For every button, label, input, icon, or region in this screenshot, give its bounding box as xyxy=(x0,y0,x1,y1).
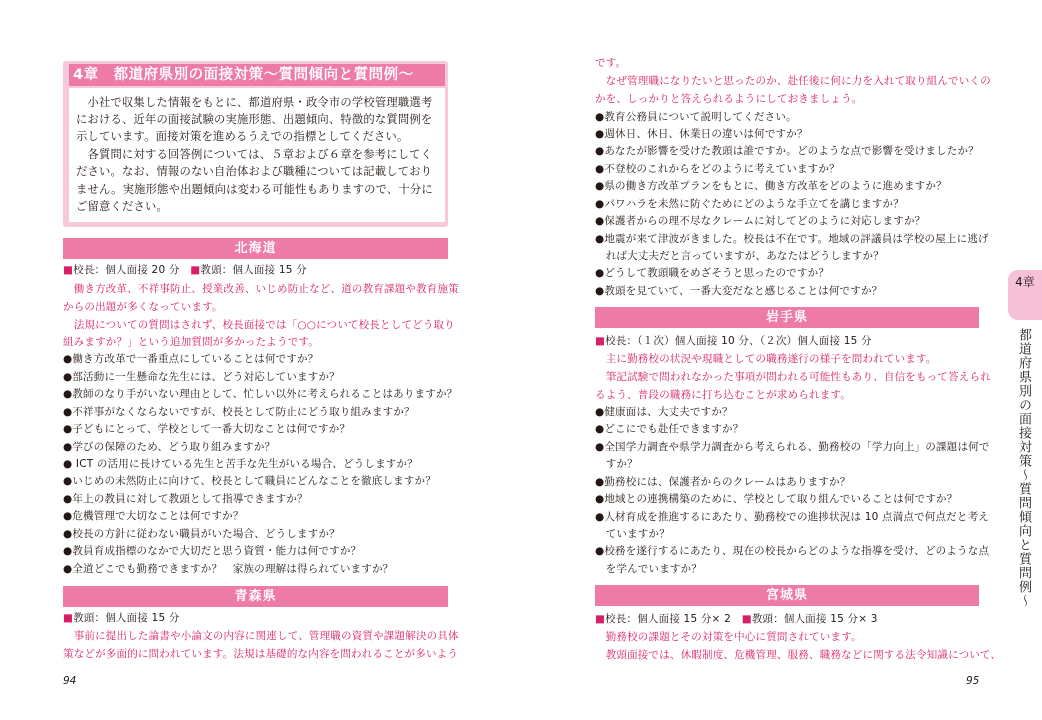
question-item: すか？ xyxy=(595,458,638,470)
trend-text: からの出題が多くなっています。 xyxy=(63,301,223,313)
question-item: ●教頭を見ていて、一番大変だなと感じることは何ですか？ xyxy=(595,285,883,297)
question-item: ●どうして教頭職をめざそうと思ったのですか？ xyxy=(595,267,830,279)
chapter-tab-label: 4章 xyxy=(1015,275,1035,289)
question-item: ●教育公務員について説明してください。 xyxy=(595,111,797,123)
question-item: ●教員育成指標のなかで大切だと思う資質・能力は何ですか？ xyxy=(63,545,362,557)
section-header-miyagi: 宮城県 xyxy=(595,585,979,606)
question-item: ●学びの保障のため、どう取り組みますか？ xyxy=(63,441,276,453)
question-item: ●地震が来て津波がきました。校長は不在です。地域の評議員は学校の屋上に逃げ xyxy=(595,233,989,245)
intro-line: ご留意ください。 xyxy=(76,200,168,213)
exam-format: ■校長：（１次）個人面接 10 分、（２次）個人面接 15 分 xyxy=(595,335,872,347)
question-item: ●不登校のこれからをどのように考えていますか？ xyxy=(595,163,840,175)
trend-text: なぜ管理職になりたいと思ったのか、赴任後に何に力を入れて取り組んでいくの xyxy=(595,75,991,87)
intro-line: における、近年の面接試験の実施形態、出題傾向、特徴的な質問例を xyxy=(76,113,433,126)
trend-text: 教頭面接では、休暇制度、危機管理、服務、職務などに関する法令知識について、 xyxy=(595,649,1002,661)
trend-text: 働き方改革、不祥事防止、授業改善、いじめ防止など、道の教育課題や教育施策 xyxy=(63,283,459,295)
question-item: ●子どもにとって、学校として一番大切なことは何ですか？ xyxy=(63,423,351,435)
exam-format: ■校長：個人面接 20 分 ■教頭：個人面接 15 分 xyxy=(63,264,307,276)
trend-text: かを、しっかりと答えられるようにしておきましょう。 xyxy=(595,93,863,105)
question-item: ●危機管理で大切なことは何ですか？ xyxy=(63,510,244,522)
question-item: ●校長の方針に従わない職員がいた場合、どうしますか？ xyxy=(63,528,340,540)
exam-format: ■教頭：個人面接 15 分 xyxy=(63,612,180,624)
question-item: ●地域との連携構築のために、学校として取り組んでいることは何ですか？ xyxy=(595,493,958,505)
question-item: ●週休日、休日、休業日の違いは何ですか？ xyxy=(595,128,808,140)
right-page xyxy=(521,0,1042,720)
question-item: ●校務を遂行するにあたり、現在の校長からどのような指導を受け、どのような点 xyxy=(595,545,990,557)
question-item: を学んでいますか？ xyxy=(595,563,702,575)
question-item: れば大丈夫だと言っていますが、あなたはどうしますか？ xyxy=(595,250,884,262)
question-item: ●勤務校には、保護者からのクレームはありますか？ xyxy=(595,476,851,488)
page-number: 94 xyxy=(63,675,77,687)
intro-line: 小社で収集した情報をもとに、都道府県・政令市の学校管理職選考 xyxy=(76,96,433,109)
question-item: ●全国学力調査や県学力調査から考えられる、勤務校の「学力向上」の課題は何で xyxy=(595,441,990,453)
chapter-title: 4章 都道府県別の面接対策〜質問傾向と質問例〜 xyxy=(69,64,445,86)
question-item: ●県の働き方改革プランをもとに、働き方改革をどのように進めますか？ xyxy=(595,180,947,192)
intro-line: 示しています。面接対策を進めるうえでの指標としてください。 xyxy=(76,130,409,143)
question-item: ていますか？ xyxy=(595,528,670,540)
trend-text: 勤務校の課題とその対策を中心に質問されています。 xyxy=(595,631,862,643)
question-item: ●年上の教員に対して教頭として指導できますか？ xyxy=(63,493,308,505)
question-item: ●健康面は、大丈夫ですか？ xyxy=(595,406,733,418)
question-item: ●不祥事がなくならないですが、校長として防止にどう取り組みますか？ xyxy=(63,406,415,418)
trend-text: 筆記試験で問われなかった事項が問われる可能性もあり、自信をもって答えられ xyxy=(595,371,991,383)
question-item: ●人材育成を推進するにあたり、勤務校での進捗状況は 10 点満点で何点だと考え xyxy=(595,511,989,523)
question-item: ●あなたが影響を受けた教頭は誰ですか。どのような点で影響を受けましたか？ xyxy=(595,145,979,157)
section-header-aomori: 青森県 xyxy=(63,586,448,607)
question-item: ●全道どこでも勤務できますか？ 家族の理解は得られていますか？ xyxy=(63,563,394,575)
question-item: ● ICT の活用に長けている先生と苦手な先生がいる場合、どうしますか？ xyxy=(63,458,418,470)
question-item: ●部活動に一生懸命な先生には、どう対応していますか？ xyxy=(63,371,340,383)
trend-text: です。 xyxy=(595,57,627,69)
question-item: ●働き方改革で一番重点にしていることは何ですか？ xyxy=(63,353,319,365)
section-header-iwate: 岩手県 xyxy=(595,307,979,328)
trend-text: 事前に提出した論書や小論文の内容に関連して、管理職の資質や課題解決の具体 xyxy=(63,630,459,642)
trend-text: るよう、普段の職務に打ち込むことが求められます。 xyxy=(595,389,851,401)
intro-line: ださい。なお、情報のない自治体および職種については記載しており xyxy=(76,165,433,178)
section-header-hokkaido: 北海道 xyxy=(63,238,448,259)
page-number: 95 xyxy=(966,675,980,687)
exam-format: ■校長：個人面接 15 分× 2 ■教頭：個人面接 15 分× 3 xyxy=(595,613,878,625)
trend-text: 策などが多面的に問われています。法規は基礎的な内容を問われることが多いよう xyxy=(63,648,459,660)
intro-line: ません。実施形態や出題傾向は変わる可能性もありますので、十分に xyxy=(76,183,433,196)
question-item: ●教師のなり手がいない理由として、忙しい以外に考えられることはありますか？ xyxy=(63,388,458,400)
question-item: ●保護者からの理不尽なクレームに対してどのように対応しますか？ xyxy=(595,215,926,227)
trend-text: 主に勤務校の状況や現職としての職務遂行の様子を問われています。 xyxy=(595,353,937,365)
question-item: ●いじめの未然防止に向けて、校長として職員にどんなことを徹底しますか？ xyxy=(63,475,436,487)
question-item: ●どこにでも赴任できますか？ xyxy=(595,423,744,435)
trend-text: 法規についての質問はされず、校長面接では「○○について校長としてどう取り xyxy=(63,319,455,331)
question-item: ●パワハラを未然に防ぐためにどのような手立てを講じますか？ xyxy=(595,198,904,210)
intro-line: 各質問に対する回答例については、５章および６章を参考にしてく xyxy=(76,148,433,161)
trend-text: 組みますか？」という追加質問が多かったようです。 xyxy=(63,336,319,348)
vertical-chapter-title: 都道府県別の面接対策〜質問傾向と質問例〜 xyxy=(1016,328,1031,608)
